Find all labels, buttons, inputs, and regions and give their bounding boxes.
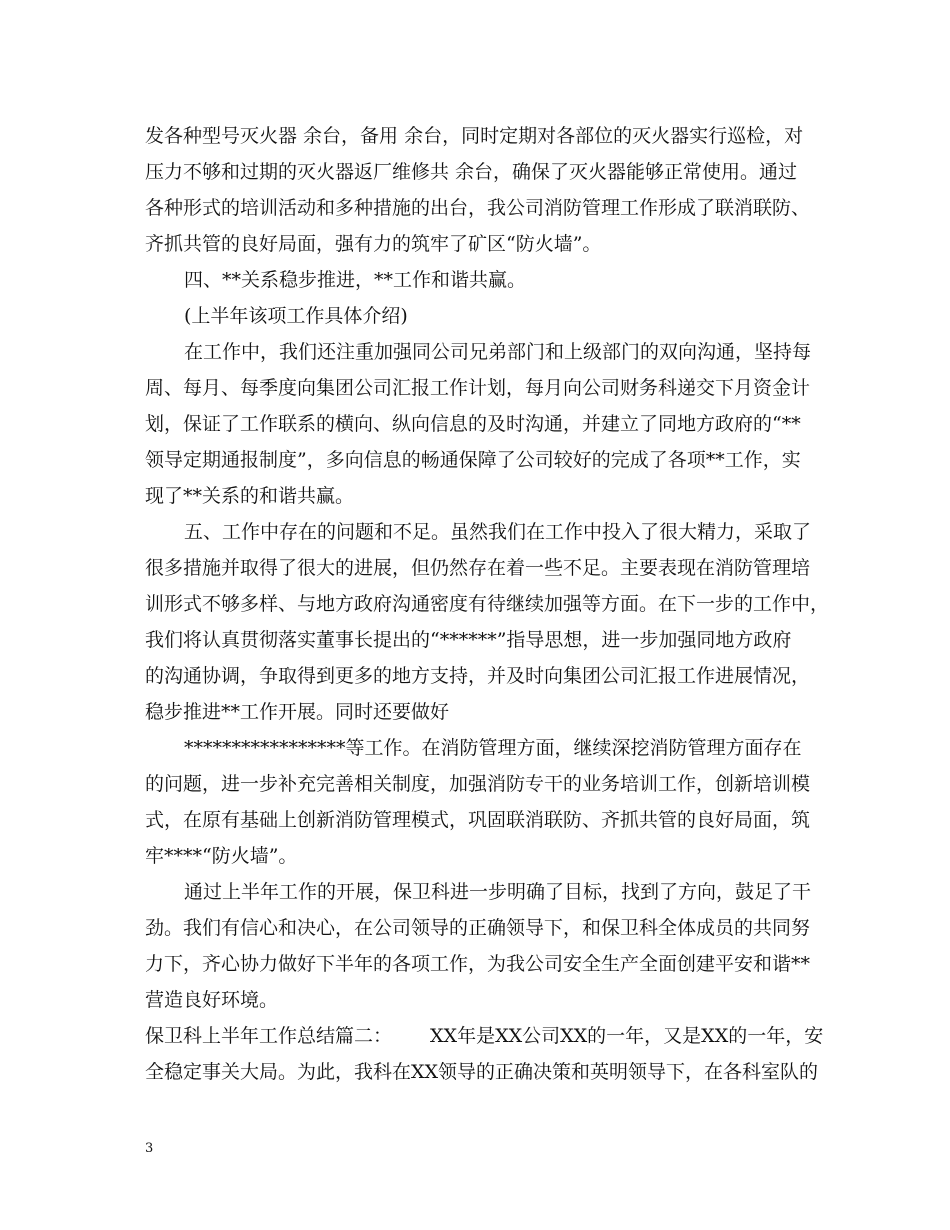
- text-line: 各种形式的培训活动和多种措施的出台，我公司消防管理工作形成了联消联防、: [145, 197, 811, 219]
- text-line: 在工作中，我们还注重加强同公司兄弟部门和上级部门的双向沟通，坚持每: [184, 341, 812, 363]
- text-line: 牢****“防火墙”。: [145, 845, 298, 867]
- text-line: 训形式不够多样、与地方政府沟通密度有待继续加强等方面。在下一步的工作中，: [145, 593, 830, 615]
- text-line: 营造良好环境。: [145, 989, 279, 1011]
- text-line: (上半年该项工作具体介绍): [184, 305, 408, 327]
- text-line: 周、每月、每季度向集团公司汇报工作计划，每月向公司财务科递交下月资金计: [145, 377, 811, 399]
- text-line: 很多措施并取得了很大的进展，但仍然存在着一些不足。主要表现在消防管理培: [145, 557, 811, 579]
- section-two-first-line: [145, 1018, 823, 1054]
- text-line: 领导定期通报制度”，多向信息的畅通保障了公司较好的完成了各项**工作，实: [145, 449, 801, 471]
- text-line: 压力不够和过期的灭火器返厂维修共 余台，确保了灭火器能够正常使用。通过: [145, 161, 798, 183]
- text-line: 全稳定事关大局。为此，我科在XX领导的正确决策和英明领导下，在各科室队的: [145, 1061, 819, 1083]
- text-line: 齐抓共管的良好局面，强有力的筑牢了矿区“防火墙”。: [145, 233, 602, 255]
- section-two-heading: 保卫科上半年工作总结篇二：: [145, 1025, 393, 1047]
- text-line: 稳步推进**工作开展。同时还要做好: [145, 701, 450, 723]
- text-line: *****************等工作。在消防管理方面，继续深挖消防管理方面存在: [184, 737, 802, 759]
- text-line: 式，在原有基础上创新消防管理模式，巩固联消联防、齐抓共管的良好局面，筑: [145, 809, 811, 831]
- text-line: 现了**关系的和谐共赢。: [145, 485, 355, 507]
- page-number: 3: [145, 1141, 154, 1156]
- text-line: 发各种型号灭火器 余台，备用 余台，同时定期对各部位的灭火器实行巡检，对: [145, 125, 804, 147]
- text-line: 的问题，进一步补充完善相关制度，加强消防专干的业务培训工作，创新培训模: [145, 773, 811, 795]
- section-heading: 五、工作中存在的问题和不足。虽然我们在工作中投入了很大精力，采取了: [184, 521, 812, 543]
- text-line: 通过上半年工作的开展，保卫科进一步明确了目标，找到了方向，鼓足了干: [184, 881, 812, 903]
- text-line: 力下，齐心协力做好下半年的各项工作，为我公司安全生产全面创建平安和谐**: [145, 953, 811, 975]
- text-line: 划，保证了工作联系的横向、纵向信息的及时沟通，并建立了同地方政府的“**: [145, 413, 801, 435]
- text-line: 劲。我们有信心和决心，在公司领导的正确领导下，和保卫科全体成员的共同努: [145, 917, 811, 939]
- text-line: 的沟通协调，争取得到更多的地方支持，并及时向集团公司汇报工作进展情况，: [145, 665, 811, 687]
- section-two-intro: XX年是XX公司XX的一年，又是XX的一年，安: [430, 1025, 824, 1047]
- text-line: 我们将认真贯彻落实董事长提出的“******”指导思想，进一步加强同地方政府: [145, 629, 792, 651]
- section-heading: 四、**关系稳步推进，**工作和谐共赢。: [184, 269, 527, 291]
